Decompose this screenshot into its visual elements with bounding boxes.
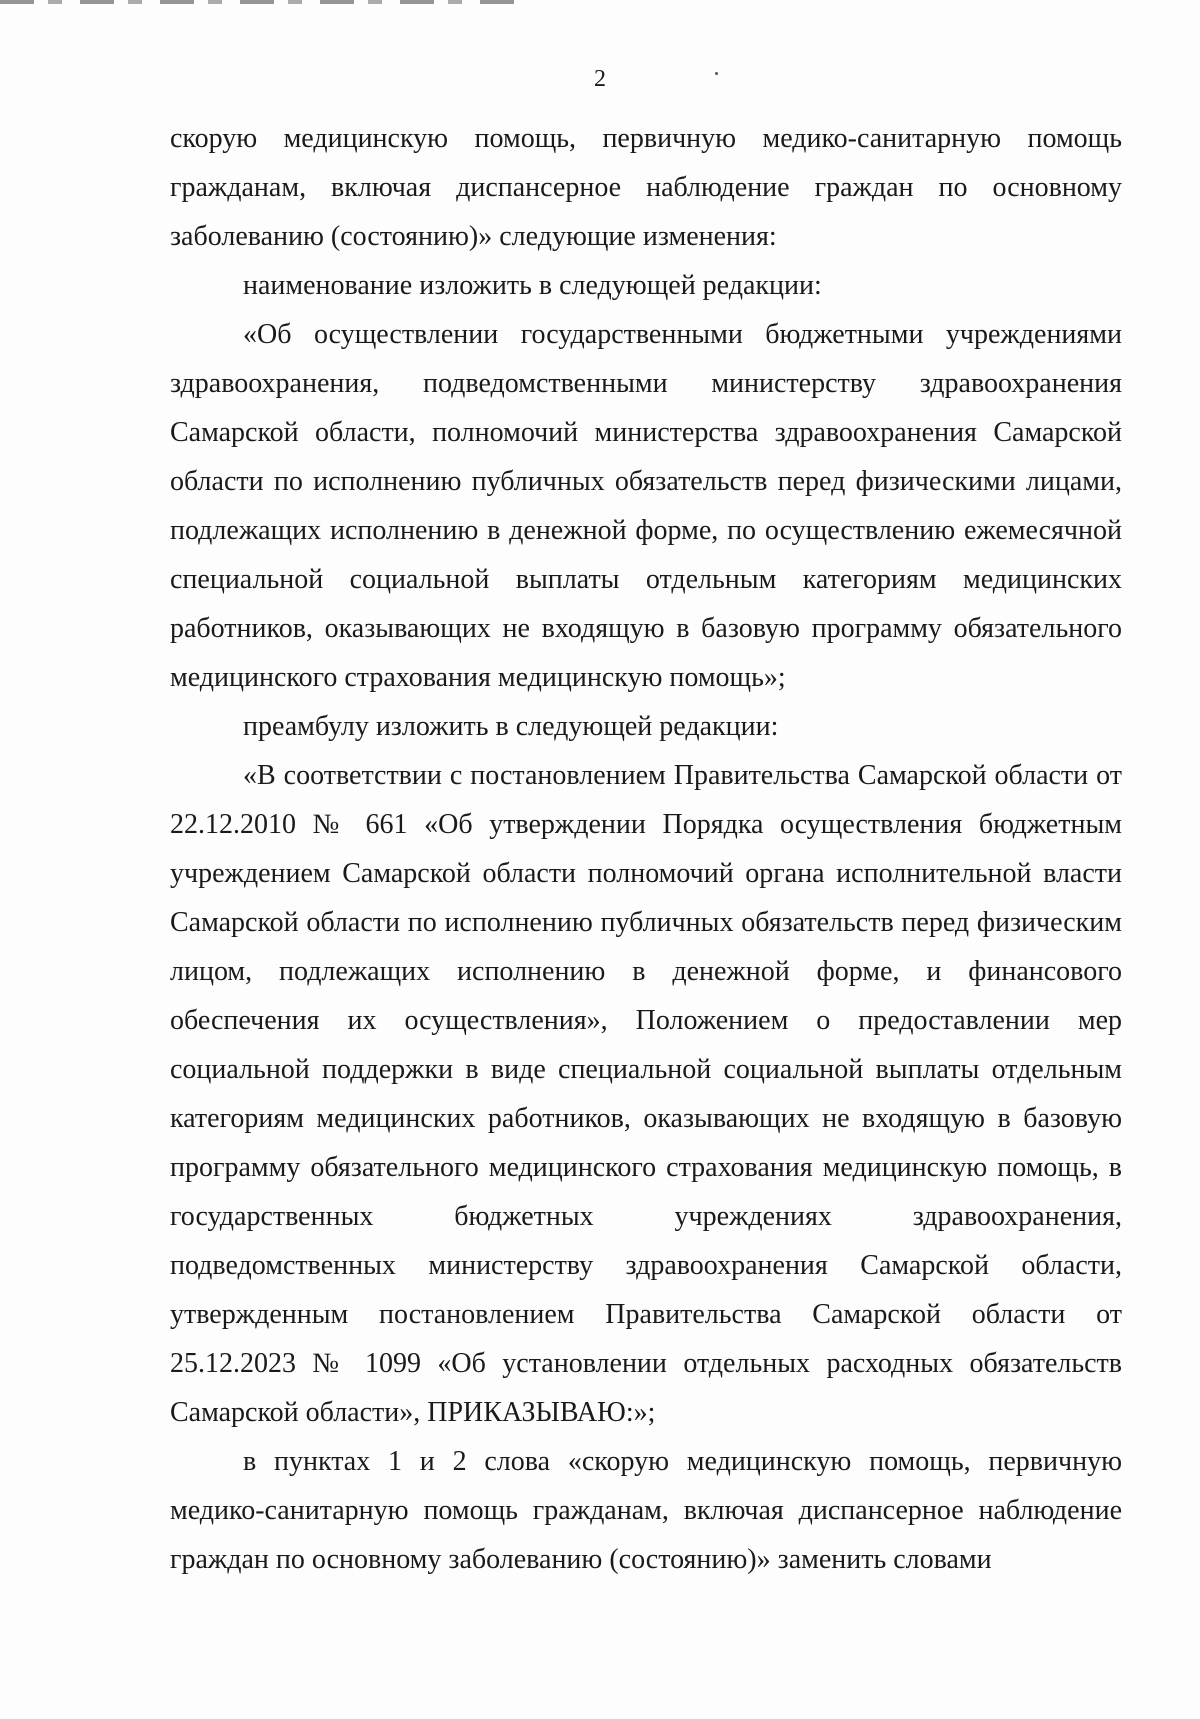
paragraph-new-preamble: «В соответствии с постановлением Правительства Самарской области от 22.12.2010 № 661 «Об утверждении Порядка осуществления бюджетным учреждением Самарской области полномочий органа исполнительной власти Самарской области по исполнению публичных обязательств перед физическим лицом, подлежащих исполнению в денежной форме, и финансового обеспечения их осуществления», Положением о предоставлении мер социальной поддержки в виде специальной социальной выплаты отдельным категориям медицинских работников, оказывающих не входящую в базовую программу обязательного медицинского страхования медицинскую помощь, в государственных бюджетных учреждениях здравоохранения, подведомственных министерству здравоохранения Самарской области, утвержденным постановлением Правительства Самарской области от 25.12.2023 № 1099 «Об установлении отдельных расходных обязательств Самарской области», ПРИКАЗЫВАЮ:»;	[170, 760, 1122, 1428]
paragraph-new-title: «Об осуществлении государственными бюджетными учреждениями здравоохранения, подведомственными министерству здравоохранения Самарской области, полномочий министерства здравоохранения Самарской области по исполнению публичных обязательств перед физическими лицами, подлежащих исполнению в денежной форме, по осуществлению ежемесячной специальной социальной выплаты отдельным категориям медицинских работников, оказывающих не входящую в базовую программу обязательного медицинского страхования медицинскую помощь»;	[170, 319, 1122, 693]
paragraph-preamble-instruction: преамбулу изложить в следующей редакции:	[243, 711, 779, 742]
paragraph-intro: скорую медицинскую помощь, первичную медико-санитарную помощь гражданам, включая диспансерное наблюдение граждан по основному заболеванию (состоянию)» следующие изменения:	[170, 123, 1122, 252]
paragraph-items-replacement: в пунктах 1 и 2 слова «скорую медицинскую помощь, первичную медико-санитарную помощь гражданам, включая диспансерное наблюдение граждан по основному заболеванию (состоянию)» заменить словами	[170, 1446, 1122, 1575]
page-number: 2	[594, 66, 606, 92]
scan-speck	[715, 72, 718, 75]
scan-edge-artifact	[0, 0, 520, 4]
document-body	[170, 114, 1122, 1584]
paragraph-title-instruction: наименование изложить в следующей редакции:	[243, 270, 822, 301]
